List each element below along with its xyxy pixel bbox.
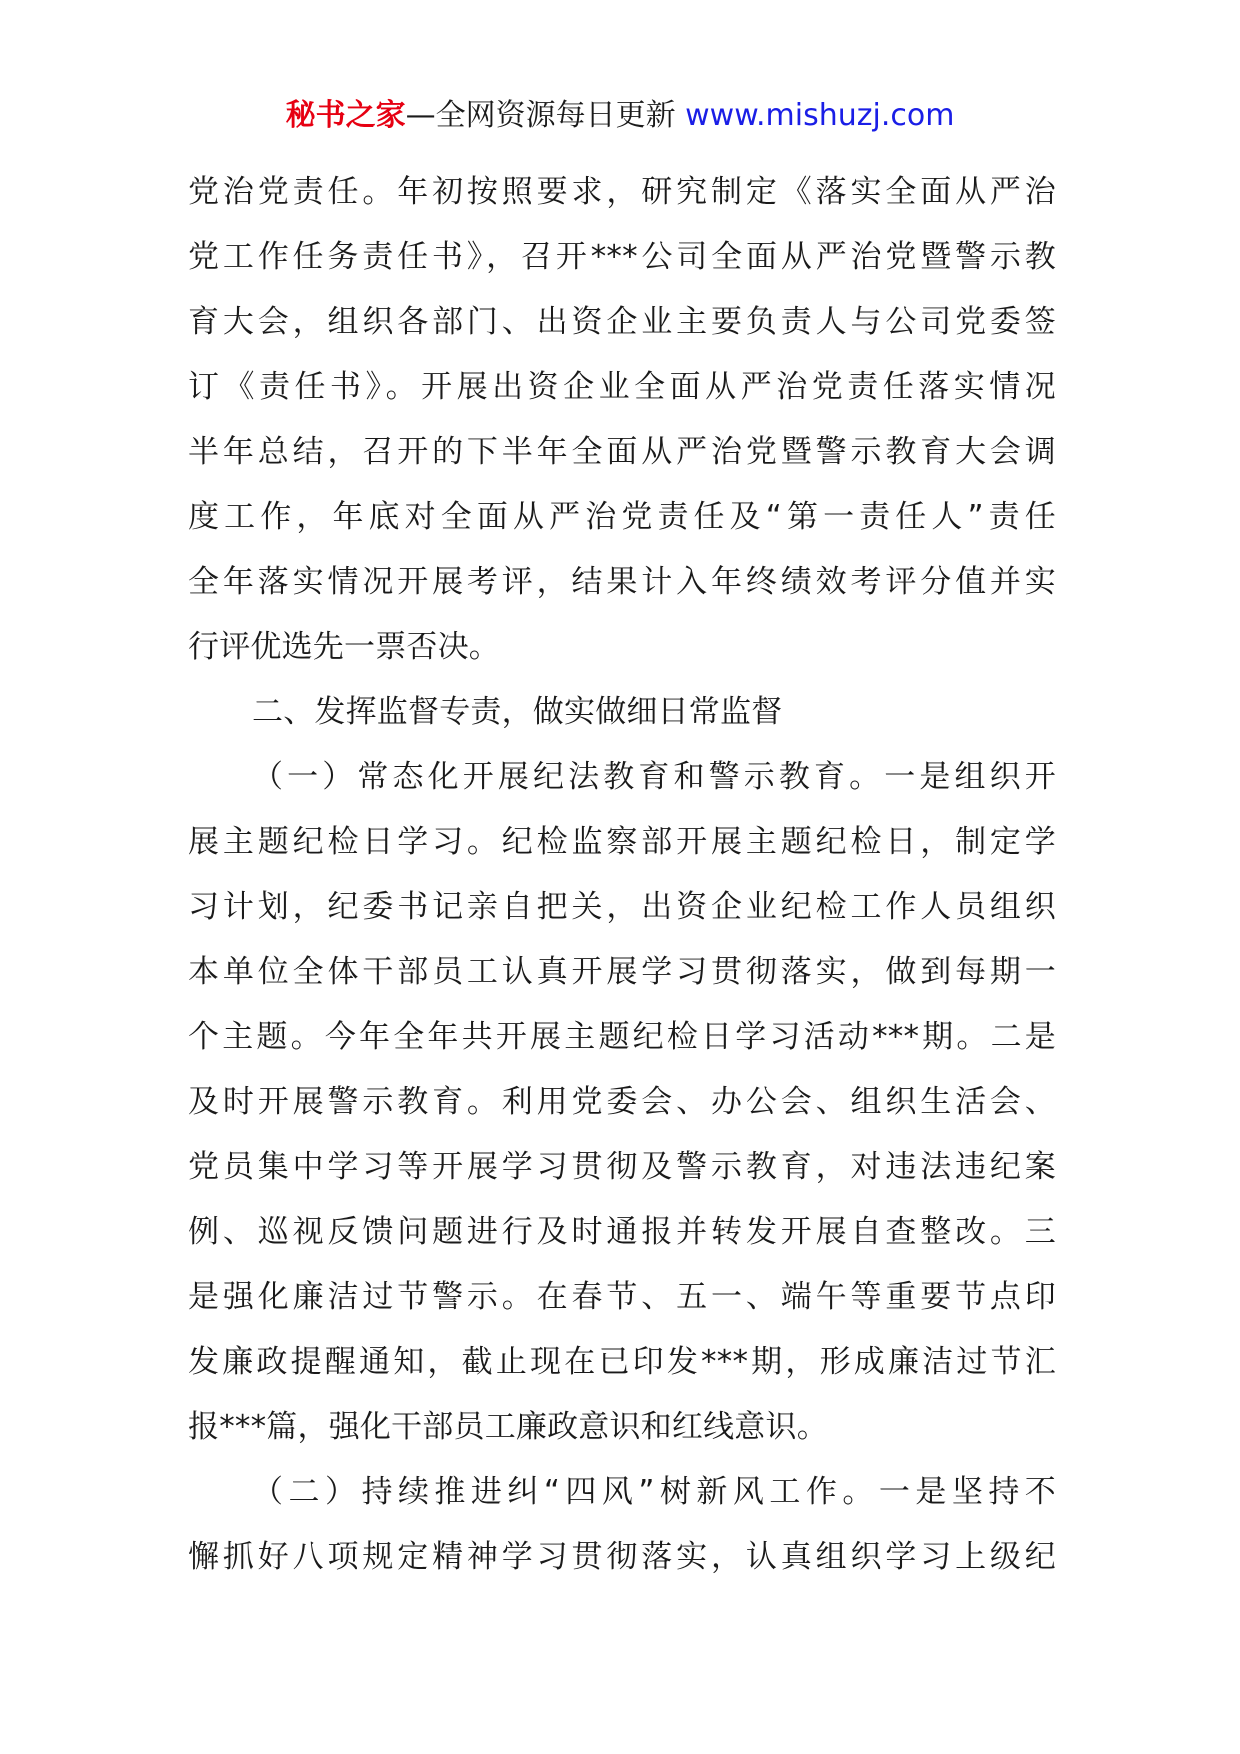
text-line: 行评优选先一票否决。 [188,629,500,665]
text-line: 个主题。今年全年共开展主题纪检日学习活动***期。二是 [188,1019,1056,1055]
header-url-link[interactable]: www.mishuzj.com [685,98,955,133]
header-brand: 秘书之家 [285,98,406,133]
subsection-heading: （一）常态化开展纪法教育和警示教育。一是组织开 [252,759,1056,795]
text-line: 是强化廉洁过节警示。在春节、五一、端午等重要节点印 [188,1279,1056,1315]
text-line: 半年总结，召开的下半年全面从严治党暨警示教育大会调 [188,434,1056,470]
text-line: 度工作，年底对全面从严治党责任及“第一责任人”责任 [188,499,1056,535]
text-line: 发廉政提醒通知，截止现在已印发***期，形成廉洁过节汇 [188,1344,1056,1380]
page-header [0,96,1240,136]
text-line: 懈抓好八项规定精神学习贯彻落实，认真组织学习上级纪 [188,1539,1056,1575]
text-line: 本单位全体干部员工认真开展学习贯彻落实，做到每期一 [188,954,1056,990]
text-line: 党员集中学习等开展学习贯彻及警示教育，对违法违纪案 [188,1149,1056,1185]
text-line: 订《责任书》。开展出资企业全面从严治党责任落实情况 [188,369,1056,405]
text-line: 党治党责任。年初按照要求，研究制定《落实全面从严治 [188,174,1056,210]
text-line: 及时开展警示教育。利用党委会、办公会、组织生活会、 [188,1084,1056,1120]
text-line: 全年落实情况开展考评，结果计入年终绩效考评分值并实 [188,564,1056,600]
section-heading: 二、发挥监督专责，做实做细日常监督 [252,694,783,730]
text-line: 习计划，纪委书记亲自把关，出资企业纪检工作人员组织 [188,889,1056,925]
text-line: 展主题纪检日学习。纪检监察部开展主题纪检日，制定学 [188,824,1056,860]
subsection-heading: （二）持续推进纠“四风”树新风工作。一是坚持不 [252,1474,1056,1510]
text-line: 育大会，组织各部门、出资企业主要负责人与公司党委签 [188,304,1056,340]
document-body [188,160,1056,1590]
text-line: 例、巡视反馈问题进行及时通报并转发开展自查整改。三 [188,1214,1056,1250]
header-tagline: —全网资源每日更新 [405,98,686,133]
text-line: 党工作任务责任书》，召开***公司全面从严治党暨警示教 [188,239,1056,275]
text-line: 报***篇，强化干部员工廉政意识和红线意识。 [188,1409,828,1445]
